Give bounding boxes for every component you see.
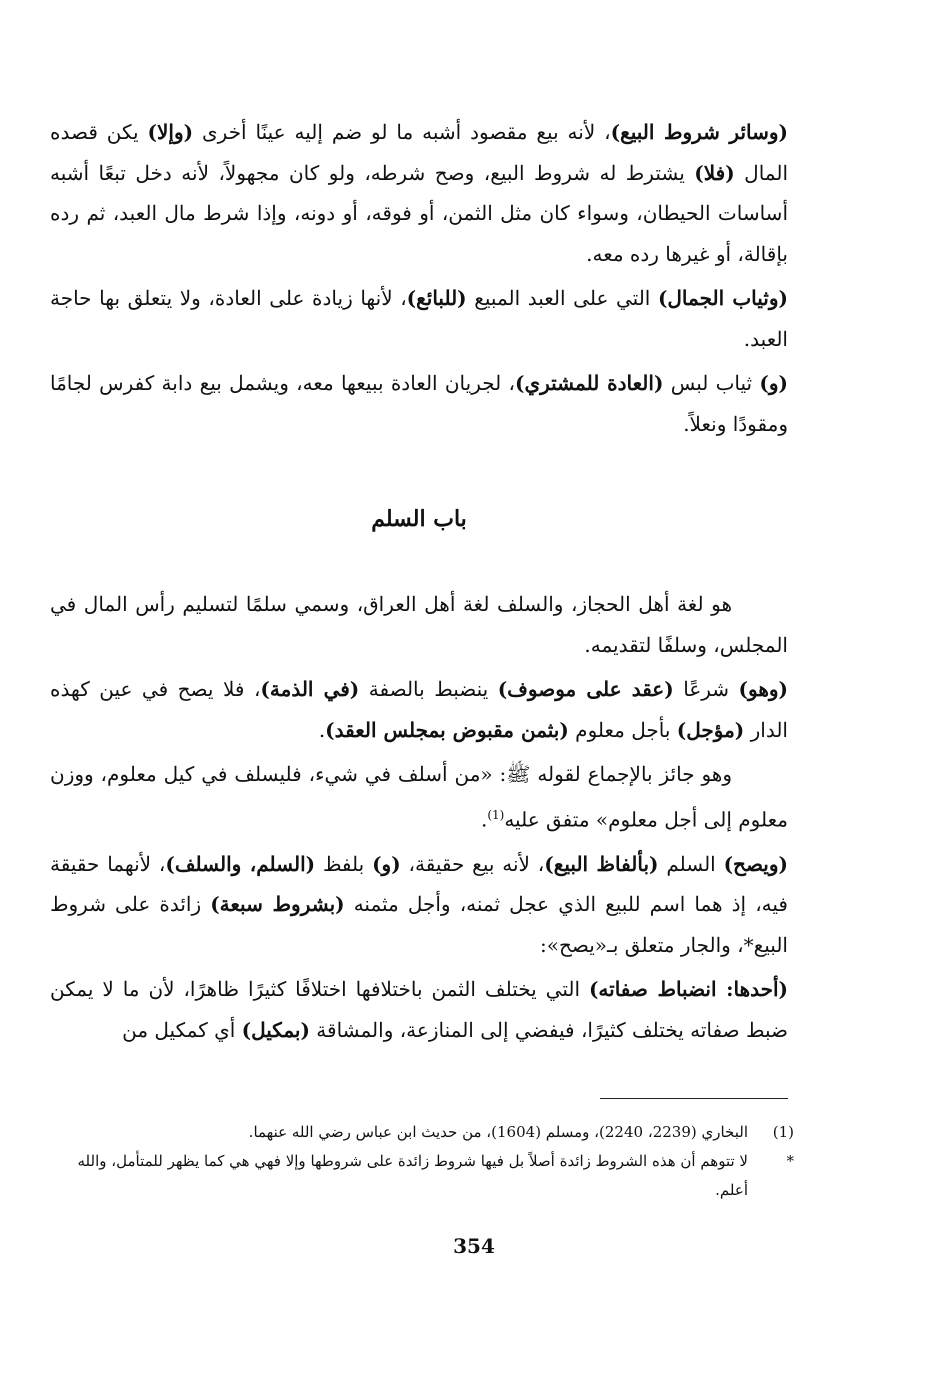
bold-term: (بثمن مقبوض بمجلس العقد)	[325, 717, 569, 742]
paragraph-salam-definition	[50, 584, 788, 665]
text-run: .	[318, 717, 326, 742]
text-run: .	[480, 807, 488, 832]
page-body	[50, 112, 788, 1054]
bold-term: (فلا)	[694, 160, 735, 185]
bold-term: (وإلا)	[147, 120, 194, 144]
paragraph-salam-shariah	[50, 669, 788, 750]
bold-term: (للبائع)	[406, 286, 467, 310]
footnote-reference[interactable]: (1)	[487, 807, 505, 822]
footnote-text: لا تتوهم أن هذه الشروط زائدة أصلاً بل فيها شروط زائدة على شروطها وإلا فهي هي كما يظهر للمتأمل، والله أعلم.	[77, 1152, 748, 1199]
bold-term: (بألفاظ البيع)	[544, 851, 659, 876]
footnote-mark: (1)	[772, 1123, 794, 1141]
text-run: يشترط له شروط البيع، وصح شرطه، ولو كان مجهولاً، لأنه دخل تبعًا أشبه أساسات الحيطان، وسواء كان مثل الثمن، أو فوقه، أو دونه، وإذا شرط مال العبد، ثم رده بإقالة، أو غيرها رده معه.	[50, 160, 788, 266]
bold-term: (مؤجل)	[676, 717, 745, 742]
text-run: ، فلا يصح في عين كهذه الدار	[50, 677, 788, 742]
bold-term: (السلم، والسلف)	[165, 851, 316, 876]
text-run: ، لأنها زيادة على العادة، ولا يتعلق بها حاجة العبد.	[50, 286, 788, 351]
text-run: السلم	[658, 851, 724, 876]
text-run: التي على العبد المبيع	[466, 286, 658, 310]
bold-term: (العادة للمشتري)	[514, 371, 664, 395]
text-run: هو لغة أهل الحجاز، والسلف لغة أهل العراق، وسمي سلمًا لتسليم رأس المال في المجلس، وسلفًا لتقديمه.	[50, 592, 788, 657]
text-run: شرعًا	[673, 677, 739, 701]
paragraph-other-conditions	[50, 112, 788, 274]
page-number: 354	[453, 1234, 495, 1258]
footnote-item	[50, 1147, 794, 1205]
text-run: ، لأنه بيع مقصود أشبه ما لو ضم إليه عينًا أخرى	[193, 120, 611, 144]
text-run: وهو جائز بالإجماع لقوله ﷺ: «من أسلف في شيء، فليسلف في كيل معلوم، ووزن معلوم إلى أجل معلوم» متفق عليه	[50, 762, 788, 832]
footnote-mark: *	[786, 1152, 794, 1170]
text-run: التي يختلف الثمن باختلافها اختلافًا كثيرًا ظاهرًا، لأن ما لا يمكن ضبط صفاته يختلف كثيرًا، فيفضي إلى المنازعة، والمشاقة	[50, 977, 788, 1042]
paragraph-beauty-clothes	[50, 278, 788, 359]
text-run: بلفظ	[315, 851, 373, 876]
text-run: ثياب لبس	[663, 371, 760, 395]
bold-term: (و)	[759, 371, 788, 395]
text-run: يكن قصده المال	[50, 120, 788, 185]
text-run: زائدة على شروط البيع*، والجار متعلق بـ«يصح»:	[50, 892, 788, 957]
bold-term: (وثياب الجمال)	[657, 286, 788, 310]
paragraph-sale-wording	[50, 844, 788, 966]
footnotes	[50, 1118, 794, 1205]
paragraph-first-condition	[50, 969, 788, 1050]
paragraph-hadith	[50, 754, 788, 840]
bold-term: (بمكيل)	[241, 1017, 310, 1042]
paragraph-habit-clothes	[50, 363, 788, 444]
footnote-text: البخاري (2239، 2240)، ومسلم (1604)، من حديث ابن عباس رضي الله عنهما.	[248, 1123, 748, 1141]
text-run: ، لجريان العادة ببيعها معه، ويشمل بيع دابة كفرس لجامًا ومقودًا ونعلاً.	[50, 371, 788, 436]
bold-term: (وسائر شروط البيع)	[610, 120, 789, 144]
footnote-separator	[600, 1098, 788, 1099]
chapter-heading: باب السلم	[371, 506, 467, 532]
text-run: بأجل معلوم	[568, 717, 677, 742]
bold-term: (وهو)	[738, 677, 789, 701]
bold-term: (عقد على موصوف)	[497, 677, 674, 701]
bold-term: (أحدها: انضباط صفاته)	[588, 977, 788, 1002]
bold-term: (في الذمة)	[260, 677, 360, 701]
bold-term: (بشروط سبعة)	[210, 892, 345, 917]
text-run: ، لأنه بيع حقيقة،	[400, 851, 545, 876]
bold-term: (ويصح)	[723, 851, 788, 876]
footnote-item	[50, 1118, 794, 1147]
text-run: أي كمكيل من	[122, 1017, 242, 1042]
text-run: ينضبط بالصفة	[359, 677, 498, 701]
bold-term: (و)	[372, 851, 401, 876]
text-run: ، لأنهما حقيقة فيه، إذ هما اسم للبيع الذي عجل ثمنه، وأجل مثمنه	[50, 851, 788, 917]
